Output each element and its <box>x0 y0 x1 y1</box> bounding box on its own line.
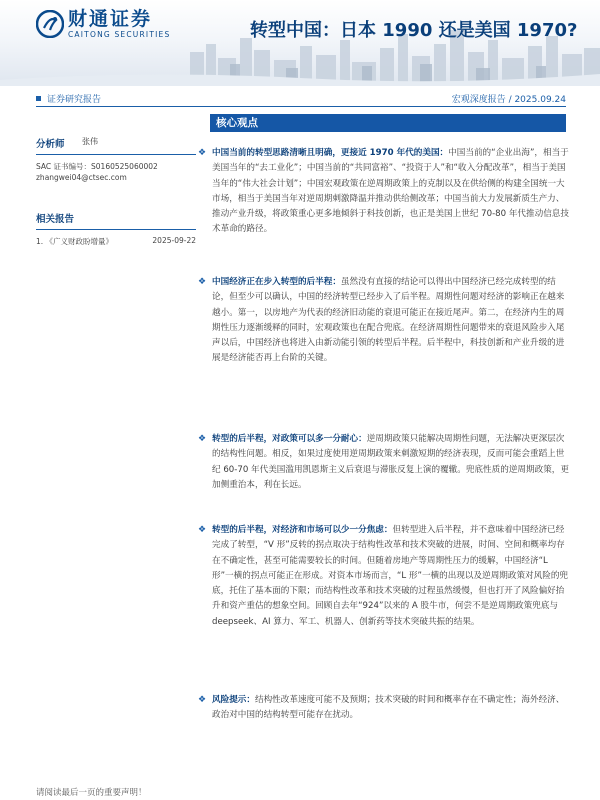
analyst-heading: 分析师 <box>36 139 65 150</box>
square-marker-icon <box>36 96 41 101</box>
paragraph-lead: 转型的后半程，对经济和市场可以少一分焦虑： <box>212 525 393 535</box>
related-report-date: 2025-09-22 <box>152 236 196 245</box>
analyst-email[interactable]: zhangwei04@ctsec.com <box>36 173 127 182</box>
core-paragraph-4 <box>198 523 570 630</box>
analyst-sac-number: SAC 证书编号：S0160525060002 <box>36 162 158 171</box>
diamond-bullet-icon: ❖ <box>198 277 207 287</box>
paragraph-lead: 转型的后半程，对政策可以多一分耐心： <box>212 434 367 444</box>
logo-chinese-name: 财通证券 <box>68 8 153 30</box>
core-paragraph-3 <box>198 432 570 493</box>
diamond-bullet-icon: ❖ <box>198 695 207 705</box>
diamond-bullet-icon: ❖ <box>198 148 207 158</box>
logo-english-name: CAITONG SECURITIES <box>68 30 171 39</box>
company-logo <box>36 8 170 40</box>
footer-disclaimer-note: 请阅读最后一页的重要声明！ <box>36 788 147 798</box>
report-type-date: 宏观深度报告 / 2025.09.24 <box>451 95 566 105</box>
risk-warning-body: 结构性改革速度可能不及预期；技术突破的时间和概率存在不确定性；海外经济、政治对中国的结构转型可能存在扰动。 <box>212 695 565 721</box>
diamond-bullet-icon: ❖ <box>198 434 207 444</box>
analyst-name: 张伟 <box>82 137 98 146</box>
related-reports-heading: 相关报告 <box>36 211 196 230</box>
paragraph-body: 虽然没有直接的结论可以得出中国经济已经完成转型的结论，但至少可以确认，中国的经济转型已经步入了后半程。周期性问题对经济的影响正在越来越小。第一，以房地产为代表的经济旧动能的衰退可能正在接近尾声。第二，在经济内生的周期性压力逐渐缓释的同时，宏观政策也在配合兜底。在经济周期性问题带来的衰退风险步入尾声以后，中国经济也将进入由新动能引领的转型后半程。后半程中，科技创新和产业升级的进展是经济能否再上台阶的关键。 <box>212 277 565 364</box>
related-report-title[interactable]: 1. 《广义财政盼增量》 <box>36 237 114 246</box>
caitong-logo-icon <box>36 10 64 38</box>
report-type-bar <box>36 92 566 106</box>
analyst-section-header <box>36 136 196 155</box>
core-paragraph-5 <box>198 693 570 724</box>
core-paragraph-1 <box>198 146 570 238</box>
sidebar <box>36 136 196 247</box>
risk-warning-lead: 风险提示： <box>212 695 255 705</box>
paragraph-lead: 中国当前的转型思路清晰且明确，更接近 1970 年代的美国： <box>212 148 449 158</box>
diamond-bullet-icon: ❖ <box>198 525 207 535</box>
report-category: 证券研究报告 <box>47 95 102 105</box>
report-title: 转型中国：日本 1990 还是美国 1970? <box>250 20 578 41</box>
header-divider <box>36 106 566 107</box>
core-paragraph-2 <box>198 275 570 367</box>
header-banner <box>0 0 600 86</box>
paragraph-body: 中国当前的“企业出海”，相当于美国当年的“去工业化”；中国当前的“共同富裕”、“投资于人”和“收入分配改革”，相当于美国当年的“伟大社会计划”；中国宏观政策在逆周期政策上的克制以及在供给侧的构建全国统一大市场，相当于美国当年对逆周期刺激降温并推动供给侧改革；中国当前大力发展新质生产力、推动产业升级，将政策重心更多地倾斜于科技创新，也正是美国上世纪 70-80 年代推动信息技术革命的路径。 <box>212 148 569 235</box>
paragraph-body: 逆周期政策只能解决周期性问题，无法解决更深层次的结构性问题。相反，如果过度使用逆周期政策来刺激短期的经济表现，反而可能会重蹈上世纪 60-70 年代美国滥用凯恩斯主义后衰退与滞胀反复上演的覆辙。兜底性质的逆周期政策，更加侧重治本，利在长远。 <box>212 434 569 490</box>
paragraph-body: 但转型进入后半程，并不意味着中国经济已经完成了转型，“V 形”反转的拐点取决于结构性改革和技术突破的进展，时间、空间和概率均存在不确定性，甚至可能需要较长的时间。但随着房地产等周期性压力的缓解，中国经济“L 形”一横的拐点可能正在形成。对资本市场而言，“L 形”一横的出现以及逆周期政策对风险的兜底，托住了基本面的下限；而结构性改革和技术突破的过程虽然缓慢，但也打开了风险偏好抬升和资产重估的想象空间。回顾自去年“924”以来的 A 股牛市，何尝不是逆周期政策兜底与 deepseek、AI 算力、军工、机器人、创新药等技术突破共振的结果。 <box>212 525 569 627</box>
paragraph-lead: 中国经济正在步入转型的后半程： <box>212 277 341 287</box>
related-report-item[interactable] <box>36 236 196 247</box>
core-views-heading: 核心观点 <box>210 114 566 132</box>
